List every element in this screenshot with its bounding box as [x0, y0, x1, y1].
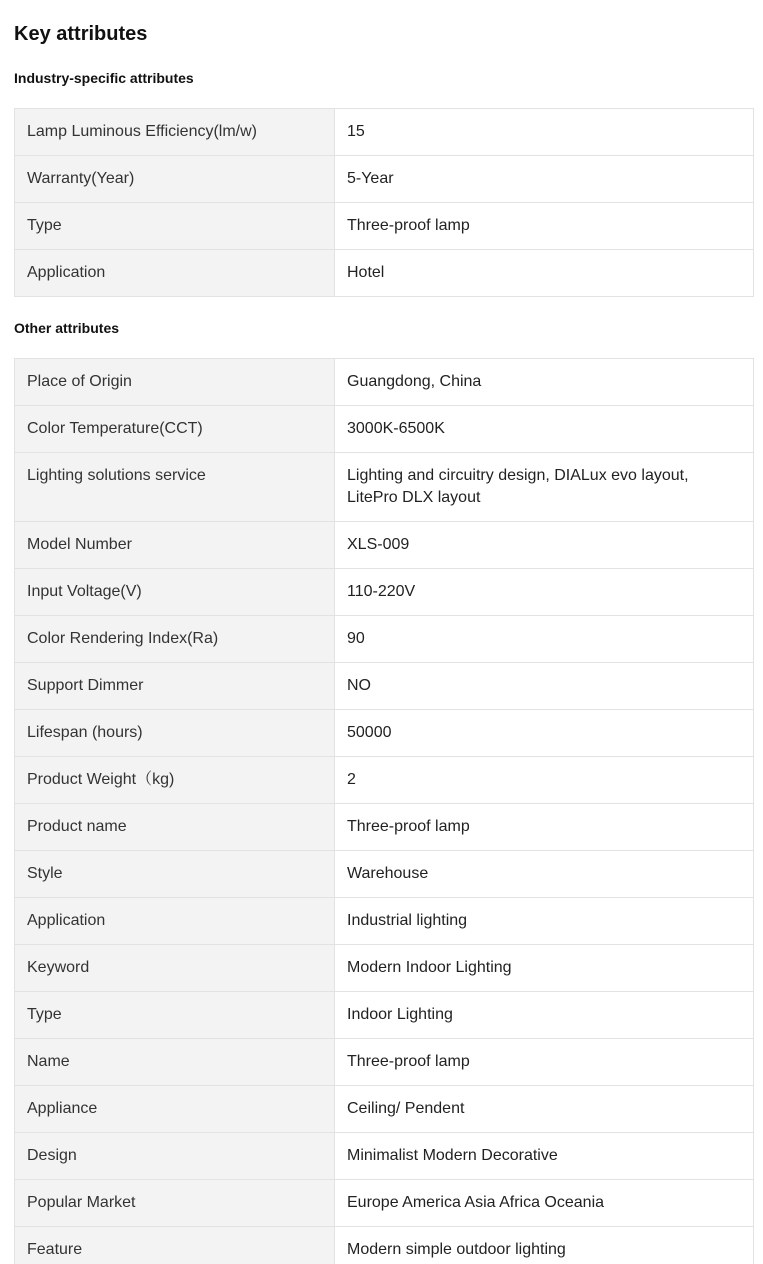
attribute-name: Model Number: [15, 522, 335, 569]
attribute-value: 50000: [335, 710, 754, 757]
attribute-name: Place of Origin: [15, 359, 335, 406]
attribute-value: Three-proof lamp: [335, 804, 754, 851]
table-row: [15, 1227, 754, 1264]
attribute-value: 90: [335, 616, 754, 663]
table-row: [15, 522, 754, 569]
attribute-value: Industrial lighting: [335, 898, 754, 945]
table-row: [15, 406, 754, 453]
attribute-value: Warehouse: [335, 851, 754, 898]
attribute-value: 2: [335, 757, 754, 804]
other-attributes-table: [14, 358, 754, 1264]
attribute-value: NO: [335, 663, 754, 710]
table-row: [15, 1180, 754, 1227]
table-row: [15, 992, 754, 1039]
attribute-name: Support Dimmer: [15, 663, 335, 710]
attribute-name: Application: [15, 250, 335, 297]
attribute-name: Input Voltage(V): [15, 569, 335, 616]
attribute-value: 110-220V: [335, 569, 754, 616]
table-row: [15, 1086, 754, 1133]
attribute-name: Product Weight（kg): [15, 757, 335, 804]
attribute-name: Warranty(Year): [15, 156, 335, 203]
attribute-value: Three-proof lamp: [335, 203, 754, 250]
table-row: [15, 569, 754, 616]
attribute-value: Lighting and circuitry design, DIALux evo layout, LitePro DLX layout: [335, 453, 754, 522]
attribute-name: Style: [15, 851, 335, 898]
attribute-name: Keyword: [15, 945, 335, 992]
attribute-name: Lifespan (hours): [15, 710, 335, 757]
table-row: [15, 203, 754, 250]
attribute-name: Name: [15, 1039, 335, 1086]
table-row: [15, 359, 754, 406]
attribute-value: Europe America Asia Africa Oceania: [335, 1180, 754, 1227]
table-row: [15, 1039, 754, 1086]
table-row: [15, 898, 754, 945]
attribute-value: Ceiling/ Pendent: [335, 1086, 754, 1133]
attribute-name: Application: [15, 898, 335, 945]
attribute-value: 15: [335, 109, 754, 156]
table-row: [15, 945, 754, 992]
attribute-name: Lamp Luminous Efficiency(lm/w): [15, 109, 335, 156]
attribute-value: Guangdong, China: [335, 359, 754, 406]
table-row: [15, 804, 754, 851]
attribute-name: Color Rendering Index(Ra): [15, 616, 335, 663]
attribute-name: Type: [15, 992, 335, 1039]
attribute-value: Indoor Lighting: [335, 992, 754, 1039]
attribute-name: Type: [15, 203, 335, 250]
table-row: [15, 616, 754, 663]
attribute-value: Hotel: [335, 250, 754, 297]
table-row: [15, 851, 754, 898]
table-row: [15, 109, 754, 156]
table-row: [15, 156, 754, 203]
table-row: [15, 453, 754, 522]
attribute-value: 3000K-6500K: [335, 406, 754, 453]
attribute-name: Design: [15, 1133, 335, 1180]
attribute-name: Appliance: [15, 1086, 335, 1133]
page-title: Key attributes: [14, 23, 148, 45]
table-row: [15, 710, 754, 757]
attribute-name: Feature: [15, 1227, 335, 1264]
attribute-value: Minimalist Modern Decorative: [335, 1133, 754, 1180]
other-attributes-heading: Other attributes: [14, 320, 120, 336]
table-row: [15, 1133, 754, 1180]
attribute-value: 5-Year: [335, 156, 754, 203]
attribute-name: Color Temperature(CCT): [15, 406, 335, 453]
industry-attributes-table: [14, 108, 754, 297]
attribute-name: Lighting solutions service: [15, 453, 335, 522]
table-row: [15, 663, 754, 710]
attribute-name: Popular Market: [15, 1180, 335, 1227]
attribute-value: Modern Indoor Lighting: [335, 945, 754, 992]
table-row: [15, 757, 754, 804]
attribute-name: Product name: [15, 804, 335, 851]
attribute-value: Three-proof lamp: [335, 1039, 754, 1086]
table-row: [15, 250, 754, 297]
industry-attributes-heading: Industry-specific attributes: [14, 70, 194, 86]
attribute-value: Modern simple outdoor lighting: [335, 1227, 754, 1264]
attribute-value: XLS-009: [335, 522, 754, 569]
